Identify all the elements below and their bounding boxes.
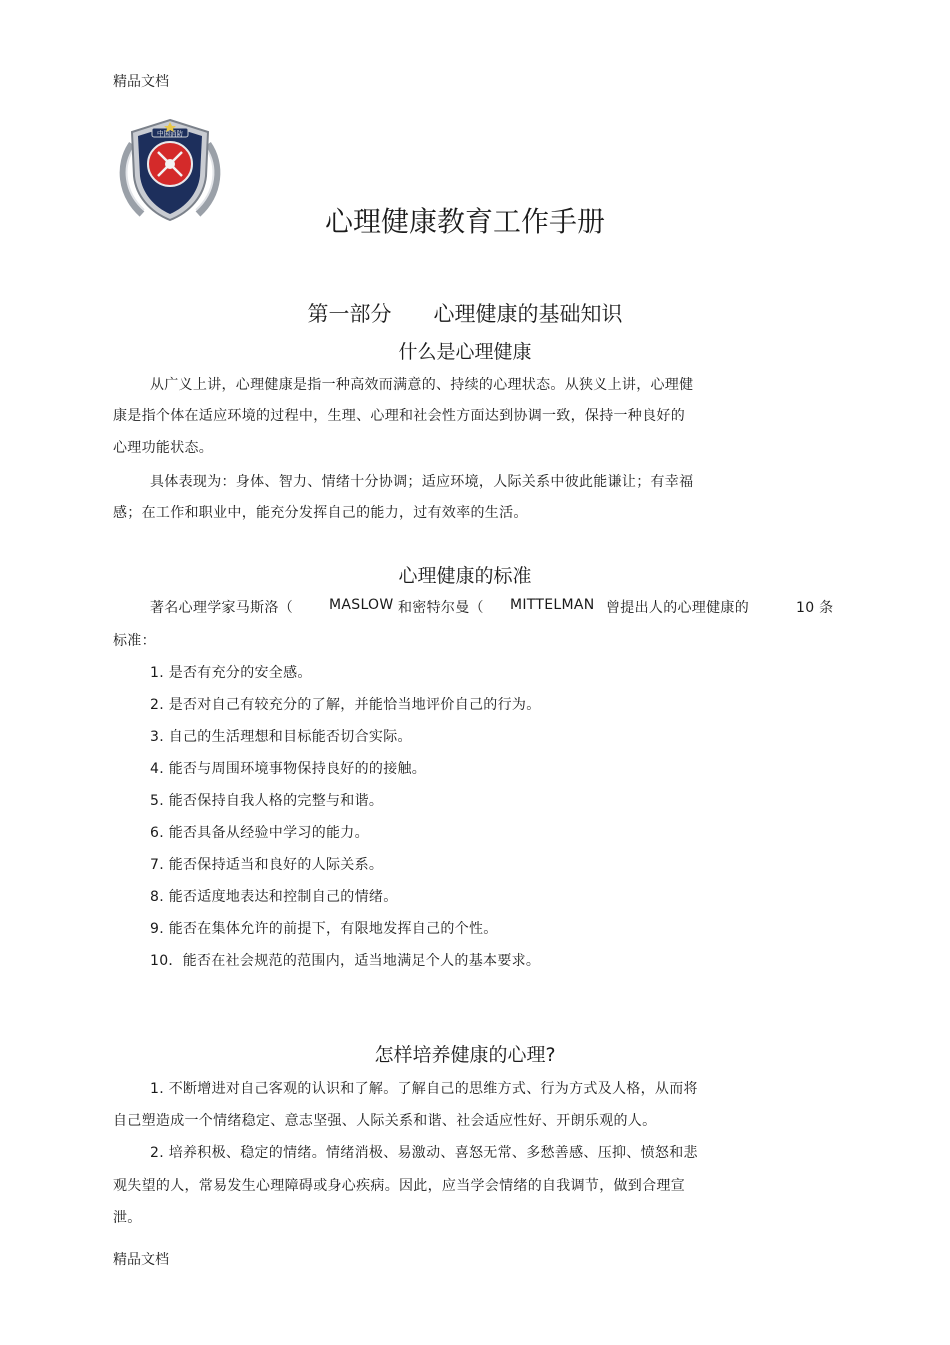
intro-text: 标准： (113, 633, 156, 649)
header-watermark: 精品文档 (113, 74, 169, 90)
list-item: 5. 能否保持自我人格的完整与和谐。 (150, 793, 384, 809)
document-title: 心理健康教育工作手册 (324, 205, 605, 238)
paragraph-line: 1. 不断增进对自己客观的认识和了解。了解自己的思维方式、行为方式及人格，从而将 (150, 1081, 698, 1097)
list-item: 8. 能否适度地表达和控制自己的情绪。 (150, 889, 398, 905)
intro-text: 和密特尔曼（ (398, 600, 484, 616)
intro-text: 著名心理学家马斯洛（ (150, 600, 293, 616)
list-item: 1. 是否有充分的安全感。 (150, 665, 312, 681)
footer-watermark: 精品文档 (113, 1252, 169, 1268)
list-item: 9. 能否在集体允许的前提下，有限地发挥自己的个性。 (150, 921, 498, 937)
paragraph-line: 观失望的人，常易发生心理障碍或身心疾病。因此，应当学会情绪的自我调节，做到合理宣 (113, 1178, 685, 1194)
list-item: 2. 是否对自己有较充分的了解，并能恰当地评价自己的行为。 (150, 697, 541, 713)
paragraph-line: 具体表现为：身体、智力、情绪十分协调；适应环境，人际关系中彼此能谦让；有幸福 (150, 474, 694, 490)
section-heading-standards: 心理健康的标准 (398, 565, 532, 587)
intro-text: MITTELMAN (510, 597, 595, 613)
intro-text: 10 条 (796, 600, 834, 616)
section-heading-what-is: 什么是心理健康 (398, 341, 532, 363)
intro-text: MASLOW (329, 597, 394, 613)
emblem-text: 中国消防 (157, 129, 183, 138)
paragraph-line: 感；在工作和职业中，能充分发挥自己的能力，过有效率的生活。 (113, 505, 528, 521)
paragraph-line: 心理功能状态。 (113, 440, 214, 456)
paragraph-line: 泄。 (113, 1210, 142, 1226)
intro-text: 曾提出人的心理健康的 (606, 600, 749, 616)
list-item: 4. 能否与周围环境事物保持良好的的接触。 (150, 761, 427, 777)
part-title: 第一部分 心理健康的基础知识 (307, 302, 623, 326)
list-item: 10．能否在社会规范的范围内，适当地满足个人的基本要求。 (150, 953, 541, 969)
paragraph-line: 自己塑造成一个情绪稳定、意志坚强、人际关系和谐、社会适应性好、开朗乐观的人。 (113, 1113, 657, 1129)
paragraph-line: 康是指个体在适应环境的过程中，生理、心理和社会性方面达到协调一致，保持一种良好的 (113, 408, 685, 424)
section-heading-how-to: 怎样培养健康的心理? (374, 1044, 556, 1066)
paragraph-line: 从广义上讲，心理健康是指一种高效而满意的、持续的心理状态。从狭义上讲，心理健 (150, 377, 694, 393)
list-item: 7. 能否保持适当和良好的人际关系。 (150, 857, 384, 873)
list-item: 3. 自己的生活理想和目标能否切合实际。 (150, 729, 412, 745)
list-item: 6. 能否具备从经验中学习的能力。 (150, 825, 369, 841)
paragraph-line: 2. 培养积极、稳定的情绪。情绪消极、易激动、喜怒无常、多愁善感、压抑、愤怒和悲 (150, 1145, 698, 1161)
